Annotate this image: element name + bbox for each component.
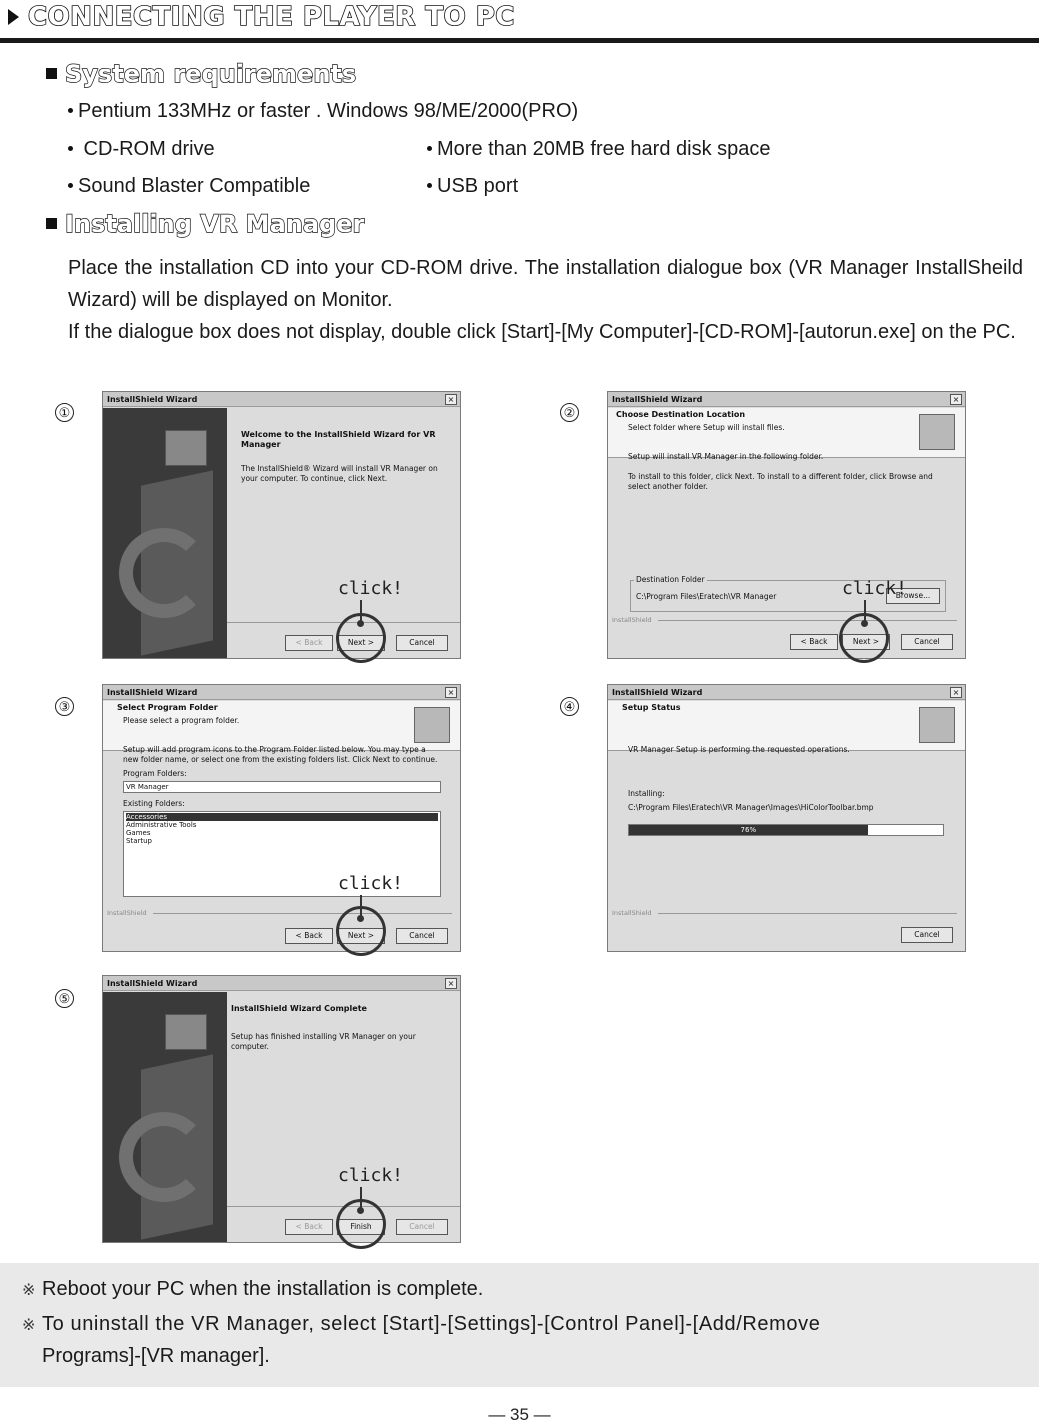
dialog-body-2: To install to this folder, click Next. To install to a different folder, click Browse and select another folder. [628, 472, 933, 491]
program-folders-label: Program Folders: [123, 769, 187, 778]
triangle-bullet-icon [8, 9, 19, 25]
wizard-complete-dialog [102, 975, 461, 1243]
header-rule [0, 38, 1039, 43]
back-button[interactable]: < Back [285, 1219, 333, 1235]
note-uninstall-cont: Programs]-[VR manager]. [42, 1345, 270, 1367]
dialog-titlebar: InstallShield Wizard [608, 685, 965, 700]
dialog-titlebar: InstallShield Wizard [103, 976, 460, 991]
square-bullet-icon [46, 218, 57, 229]
click-target-ring [336, 613, 386, 663]
bullet-icon [68, 146, 73, 151]
install-paragraph-1: Place the installation CD into your CD-ROM drive. The installation dialogue box (VR Manager InstallSheild Wizard) will be displayed on Monitor. [68, 257, 1023, 311]
list-item[interactable]: Games [126, 829, 151, 837]
note-reboot: ※ Reboot your PC when the installation is complete. [22, 1273, 483, 1307]
divider [658, 620, 957, 621]
divider [153, 913, 452, 914]
back-button[interactable]: < Back [285, 928, 333, 944]
page-number: — 35 — [488, 1405, 551, 1424]
wizard-program-folder-dialog [102, 684, 461, 952]
progress-fill: 76% [629, 825, 868, 835]
click-target-ring [839, 613, 889, 663]
list-item[interactable]: Accessories [126, 813, 438, 821]
wizard-welcome-dialog [102, 391, 461, 659]
bullet-icon [68, 108, 73, 113]
list-item[interactable]: Administrative Tools [126, 821, 197, 829]
existing-folders-label: Existing Folders: [123, 799, 185, 808]
close-button[interactable]: × [950, 394, 962, 405]
dialog-heading: Welcome to the InstallShield Wizard for VR Manager [241, 430, 436, 449]
cancel-button[interactable]: Cancel [396, 635, 448, 651]
installshield-label: InstallShield [612, 616, 652, 624]
note-uninstall: ※ To uninstall the VR Manager, select [Start]-[Settings]-[Control Panel]-[Add/Remove [22, 1308, 820, 1342]
close-button[interactable]: × [445, 687, 457, 698]
computer-icon [165, 430, 207, 466]
cancel-button[interactable]: Cancel [901, 634, 953, 650]
req-item-cpu: Pentium 133MHz or faster . Windows 98/ME/2000(PRO) [68, 100, 578, 123]
divider [658, 913, 957, 914]
page-header [0, 0, 1039, 42]
req-item-sound: Sound Blaster Compatible [68, 175, 310, 198]
dialog-body: Setup has finished installing VR Manager on your computer. [231, 1032, 416, 1051]
computer-icon [165, 1014, 207, 1050]
computer-icon [414, 707, 450, 743]
wizard-side-graphic [103, 992, 227, 1242]
wizard-setup-status-dialog [607, 684, 966, 952]
bullet-icon [68, 183, 73, 188]
next-button[interactable]: Next > [337, 928, 385, 944]
wizard-destination-dialog [607, 391, 966, 659]
list-item[interactable]: Startup [126, 837, 152, 845]
browse-button[interactable]: Browse... [886, 588, 940, 604]
dialog-body-1: Setup will install VR Manager in the following folder. [628, 452, 824, 461]
close-button[interactable]: × [445, 978, 457, 989]
cancel-button[interactable]: Cancel [396, 928, 448, 944]
step-number-3: ③ [55, 697, 74, 716]
close-button[interactable]: × [445, 394, 457, 405]
click-callout: click! [338, 873, 404, 894]
computer-icon [919, 707, 955, 743]
cancel-button[interactable]: Cancel [396, 1219, 448, 1235]
next-button[interactable]: Next > [337, 635, 385, 651]
click-target-ring [336, 906, 386, 956]
click-callout: click! [338, 1165, 404, 1186]
req-item-usb: USB port [427, 175, 518, 198]
dialog-body: The InstallShield® Wizard will install VR Manager on your computer. To continue, click Next. [241, 464, 438, 483]
dialog-titlebar: InstallShield Wizard [608, 392, 965, 407]
installing-heading: Installing VR Manager [46, 210, 364, 238]
system-requirements-heading: System requirements [46, 60, 356, 88]
back-button[interactable]: < Back [790, 634, 838, 650]
installing-label: Installing: [628, 789, 665, 798]
click-target-ring [336, 1199, 386, 1249]
cancel-button[interactable]: Cancel [901, 927, 953, 943]
reference-mark-icon: ※ [22, 1317, 37, 1334]
bullet-icon [427, 146, 432, 151]
program-folder-input[interactable]: VR Manager [123, 781, 441, 793]
dialog-titlebar: InstallShield Wizard [103, 392, 460, 407]
dialog-heading: Select Program Folder [117, 703, 218, 712]
step-number-1: ① [55, 403, 74, 422]
install-progress-bar [628, 824, 944, 836]
finish-button[interactable]: Finish [337, 1219, 385, 1235]
click-callout: click! [842, 578, 908, 599]
dialog-body: Setup will add program icons to the Program Folder listed below. You may type a new folder name, or select one from the existing folders list. Click Next to continue. [123, 745, 438, 764]
notes-box [0, 1263, 1039, 1387]
install-paragraph-2: If the dialogue box does not display, double click [Start]-[My Computer]-[CD-ROM]-[autorun.exe] on the PC. [68, 321, 1016, 343]
installshield-label: InstallShield [612, 909, 652, 917]
step-number-4: ④ [560, 697, 579, 716]
wizard-side-graphic [103, 408, 227, 658]
computer-icon [919, 414, 955, 450]
dialog-subheading: Select folder where Setup will install files. [628, 423, 785, 432]
step-number-5: ⑤ [55, 989, 74, 1008]
destination-label: Destination Folder [636, 575, 705, 584]
dialog-heading: Setup Status [622, 703, 681, 712]
req-item-disk: More than 20MB free hard disk space [427, 138, 771, 161]
click-callout: click! [338, 578, 404, 599]
installing-path: C:\Program Files\Eratech\VR Manager\Images\HiColorToolbar.bmp [628, 803, 874, 812]
step-number-2: ② [560, 403, 579, 422]
dialog-subheading: Please select a program folder. [123, 716, 240, 725]
req-item-cdrom: CD-ROM drive [68, 138, 215, 161]
dialog-heading: Choose Destination Location [616, 410, 746, 419]
square-bullet-icon [46, 68, 57, 79]
installshield-label: InstallShield [107, 909, 147, 917]
destination-path: C:\Program Files\Eratech\VR Manager [636, 592, 777, 601]
next-button[interactable]: Next > [842, 634, 890, 650]
bullet-icon [427, 183, 432, 188]
page-title: CONNECTING THE PLAYER TO PC [28, 2, 515, 32]
back-button[interactable]: < Back [285, 635, 333, 651]
dialog-titlebar: InstallShield Wizard [103, 685, 460, 700]
reference-mark-icon: ※ [22, 1282, 36, 1299]
close-button[interactable]: × [950, 687, 962, 698]
dialog-heading: InstallShield Wizard Complete [231, 1004, 367, 1013]
dialog-body: VR Manager Setup is performing the requested operations. [628, 745, 850, 754]
